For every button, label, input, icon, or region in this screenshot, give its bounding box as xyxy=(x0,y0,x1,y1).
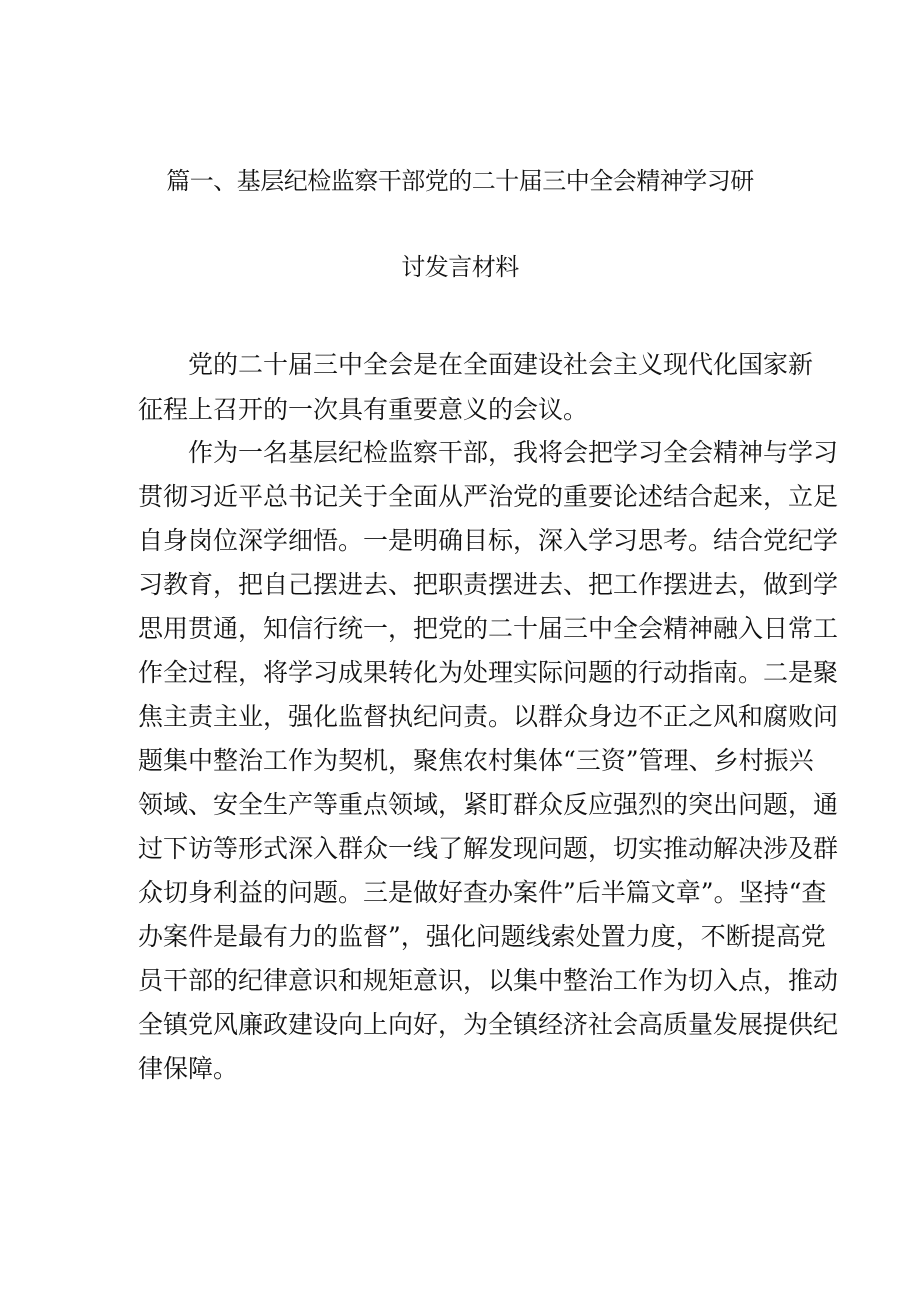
paragraph-line: 全镇党风廉政建设向上向好，为全镇经济社会高质量发展提供纪 xyxy=(138,1010,839,1039)
paragraph-line: 题集中整治工作为契机，聚焦农村集体“三资”管理、乡村振兴 xyxy=(138,746,814,775)
paragraph-line: 领域、安全生产等重点领域，紧盯群众反应强烈的突出问题，通 xyxy=(138,790,839,819)
paragraph-line: 过下访等形式深入群众一线了解发现问题，切实推动解决涉及群 xyxy=(138,834,839,863)
paragraph-line: 焦主责主业，强化监督执纪问责。以群众身边不正之风和腐败问 xyxy=(138,702,839,731)
paragraph-line: 贯彻习近平总书记关于全面从严治党的重要论述结合起来，立足 xyxy=(138,482,839,511)
paragraph-line: 员干部的纪律意识和规矩意识，以集中整治工作为切入点，推动 xyxy=(138,966,839,995)
paragraph-line: 众切身利益的问题。三是做好查办案件”后半篇文章”。坚持“查 xyxy=(138,878,827,907)
paragraph-line: 办案件是最有力的监督”，强化问题线索处置力度，不断提高党 xyxy=(138,922,826,951)
document-title-line-2: 讨发言材料 xyxy=(401,253,519,281)
paragraph-line: 思用贯通，知信行统一，把党的二十届三中全会精神融入日常工 xyxy=(138,614,839,643)
paragraph-line: 自身岗位深学细悟。一是明确目标，深入学习思考。结合党纪学 xyxy=(138,526,839,555)
paragraph-line: 习教育，把自己摆进去、把职责摆进去、把工作摆进去，做到学 xyxy=(138,570,839,599)
paragraph-line: 征程上召开的一次具有重要意义的会议。 xyxy=(138,395,589,424)
paragraph-line: 党的二十届三中全会是在全面建设社会主义现代化国家新 xyxy=(188,350,814,379)
document-title-line-1: 篇一、基层纪检监察干部党的二十届三中全会精神学习研 xyxy=(166,167,754,195)
paragraph-line: 作全过程，将学习成果转化为处理实际问题的行动指南。二是聚 xyxy=(138,658,839,687)
paragraph-line: 作为一名基层纪检监察干部，我将会把学习全会精神与学习 xyxy=(188,438,839,467)
paragraph-line: 律保障。 xyxy=(138,1054,239,1083)
